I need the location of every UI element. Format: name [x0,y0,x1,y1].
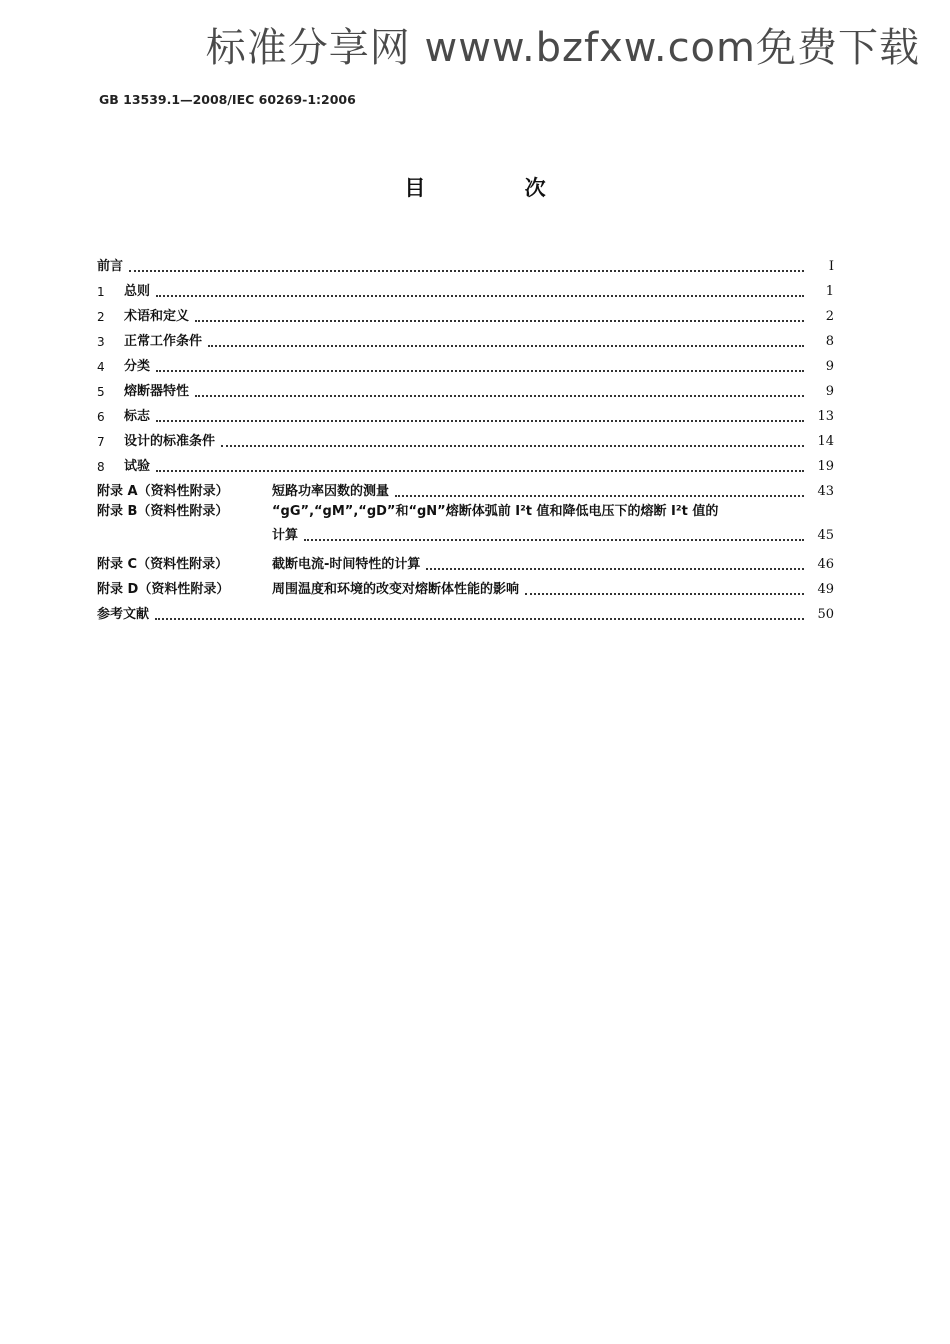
dot-leader [304,538,804,541]
toc-entry-label: 标志 [124,409,151,424]
annex-prefix: 附录 D（资料性附录） [97,582,230,597]
toc-entry-1[interactable] [97,275,834,300]
toc-entry-label: 前言 [97,259,124,274]
annex-prefix: 附录 A（资料性附录） [97,484,229,499]
dot-leader [208,344,804,347]
dot-leader [156,294,804,297]
toc-entry-annex-b[interactable] [97,500,834,548]
dot-leader [129,269,804,272]
toc-entry-label: 总则 [124,284,151,299]
annex-b-text [272,504,834,544]
toc-entry-page: 46 [817,557,834,572]
toc-entry-6[interactable] [97,400,834,425]
annex-b-line1: “gG”,“gM”,“gD”和“gN”熔断体弧前 I²t 值和降低电压下的熔断 I²t 值的 [272,504,719,519]
toc-entry-label: 短路功率因数的测量 [272,484,390,499]
standard-code: GB 13539.1—2008/IEC 60269-1:2006 [99,92,356,107]
toc-entry-3[interactable] [97,325,834,350]
toc-entry-label: 截断电流-时间特性的计算 [272,557,421,572]
toc-entry-page: 9 [825,384,834,399]
toc-entry-page: 9 [825,359,834,374]
dot-leader [156,469,804,472]
toc-entry-label: 熔断器特性 [124,384,190,399]
toc-entry-references[interactable] [97,598,834,623]
table-of-contents [97,250,834,623]
dot-leader [155,617,804,620]
toc-entry-label: 正常工作条件 [124,334,203,349]
toc-entry-7[interactable] [97,425,834,450]
toc-entry-foreword[interactable] [97,250,834,275]
toc-entry-page: 49 [817,582,834,597]
toc-entry-annex-c[interactable] [97,548,834,573]
toc-entry-annex-a[interactable] [97,475,834,500]
dot-leader [195,319,804,322]
toc-entry-number: 3 [97,335,105,349]
toc-entry-number: 7 [97,435,105,449]
toc-entry-page: 13 [817,409,834,424]
page-title: 目 次 [404,176,592,200]
toc-entry-label: 计算 [272,528,299,543]
toc-entry-8[interactable] [97,450,834,475]
toc-entry-page: 1 [825,284,834,299]
toc-entry-label: 参考文献 [97,607,150,622]
toc-entry-page: 45 [817,528,834,543]
toc-entry-number: 5 [97,385,105,399]
annex-prefix: 附录 B（资料性附录） [97,504,229,519]
dot-leader [156,369,804,372]
toc-entry-label: 分类 [124,359,151,374]
dot-leader [525,592,804,595]
toc-entry-label: 设计的标准条件 [124,434,216,449]
toc-entry-number: 6 [97,410,105,424]
toc-entry-label: 周围温度和环境的改变对熔断体性能的影响 [272,582,520,597]
toc-entry-5[interactable] [97,375,834,400]
toc-entry-annex-d[interactable] [97,573,834,598]
toc-entry-page: 8 [825,334,834,349]
toc-entry-label: 术语和定义 [124,309,190,324]
annex-b-line2 [272,528,834,544]
dot-leader [395,494,804,497]
toc-entry-number: 8 [97,460,105,474]
dot-leader [195,394,804,397]
toc-entry-page: 19 [817,459,834,474]
toc-entry-page: 14 [817,434,834,449]
toc-entry-number: 2 [97,310,105,324]
annex-prefix: 附录 C（资料性附录） [97,557,229,572]
toc-entry-page: Ⅰ [828,259,834,274]
toc-entry-number: 1 [97,285,105,299]
toc-entry-label: 试验 [124,459,151,474]
dot-leader [426,567,804,570]
toc-entry-4[interactable] [97,350,834,375]
toc-entry-page: 50 [817,607,834,622]
toc-entry-page: 2 [825,309,834,324]
dot-leader [221,444,804,447]
toc-entry-number: 4 [97,360,105,374]
dot-leader [156,419,804,422]
watermark-text: 标准分享网 www.bzfxw.com免费下载 [205,25,920,71]
toc-entry-2[interactable] [97,300,834,325]
toc-entry-page: 43 [817,484,834,499]
